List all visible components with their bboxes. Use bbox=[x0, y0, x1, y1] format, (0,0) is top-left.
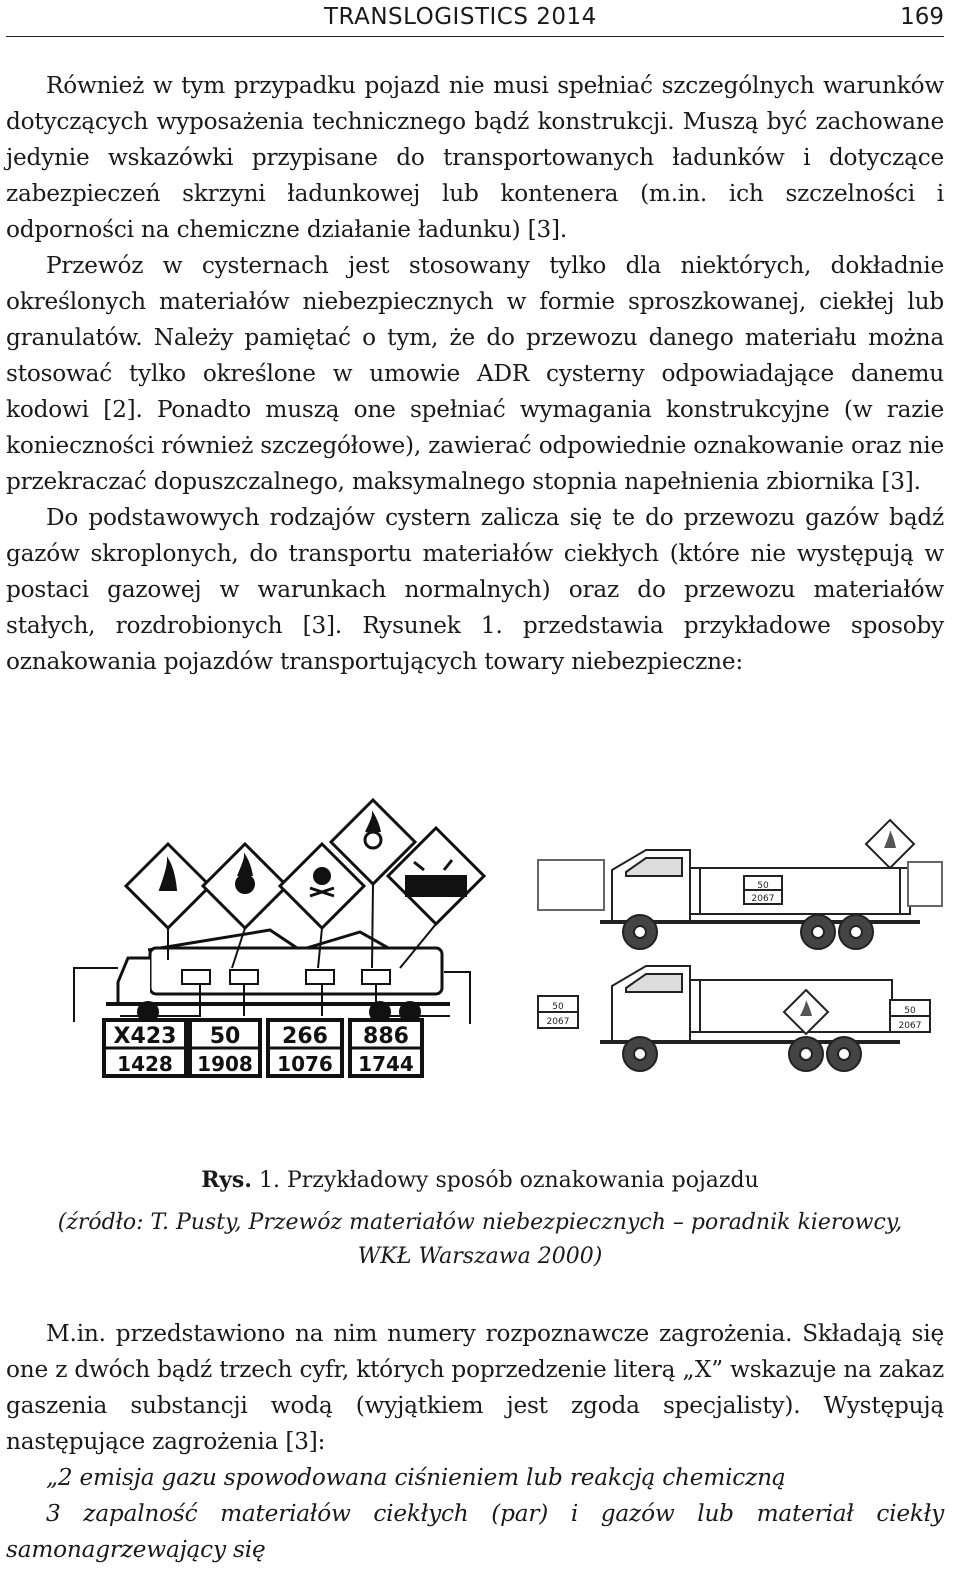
figure-illustration bbox=[0, 772, 960, 1132]
figure-source bbox=[0, 1206, 960, 1274]
plate-4-bottom: 1744 bbox=[358, 1052, 414, 1076]
caption-label: Rys. bbox=[201, 1167, 252, 1193]
plate-1-top: X423 bbox=[113, 1024, 177, 1049]
plate-3-bottom: 1076 bbox=[277, 1052, 333, 1076]
source-line-1: (źródło: T. Pusty, Przewóz materiałów niebezpiecznych – poradnik kierowcy, bbox=[57, 1210, 903, 1235]
plate-2-top: 50 bbox=[209, 1024, 241, 1049]
truck-side-view bbox=[538, 820, 942, 949]
tanker-illustration bbox=[74, 800, 484, 1024]
paragraph-2: Przewóz w cysternach jest stosowany tylko dla niektórych, dokładnie określonych materiałów niebezpiecznych w formie sproszkowanej, ciekłej lub granulatów. Należy pamiętać o tym, że do przewozu danego materiału można stosować tylko określone w umowie ADR cysterny odpowiadające danemu kodowi [2]. Ponadto muszą one spełniać wymagania konstrukcyjne (w razie konieczności również szczegółowe), zawierać odpowiednie oznakowanie oraz nie przekraczać dopuszczalnego, maksymalnego stopnia napełnienia zbiornika [3]. bbox=[6, 252, 944, 495]
truck-front-rear-view bbox=[538, 966, 930, 1071]
plate-2-bottom: 1908 bbox=[197, 1052, 253, 1076]
hazard-plates-row bbox=[104, 1020, 422, 1076]
body-text-top bbox=[6, 68, 944, 680]
plate-4-top: 886 bbox=[363, 1024, 409, 1049]
hazard-plate-4 bbox=[350, 1020, 422, 1076]
paragraph-3: Do podstawowych rodzajów cystern zalicza się te do przewozu gazów bądź gazów skroplonych, do transportu materiałów ciekłych (które nie występują w postaci gazowej w warunkach normalnych) oraz do przewozu materiałów stałych, rozdrobionych [3]. Rysunek 1. przedstawia przykładowe sposoby oznakowania pojazdów transportujących towary niebezpieczne: bbox=[6, 504, 944, 675]
journal-title: TRANSLOGISTICS 2014 bbox=[324, 4, 597, 30]
truck-plate-top: 50 bbox=[757, 881, 769, 891]
paragraph-1: Również w tym przypadku pojazd nie musi spełniać szczególnych warunków dotyczących wyposażenia technicznego bądź konstrukcji. Muszą być zachowane jedynie wskazówki przypisane do transportowanych ładunków i dotyczące zabezpieczeń skrzyni ładunkowej lub kontenera (m.in. ich szczelności i odporności na chemiczne działanie ładunku) [3]. bbox=[6, 72, 944, 243]
truck-diamond-icon bbox=[866, 820, 914, 868]
paragraph-4: M.in. przedstawiono na nim numery rozpoznawcze zagrożenia. Składają się one z dwóch bądź trzech cyfr, których poprzedzenie literą „X” wskazuje na zakaz gaszenia substancji wodą (wyjątkiem jest zgoda specjalisty). Występują następujące zagrożenia [3]: bbox=[6, 1320, 944, 1455]
rear-plate-bottom: 2067 bbox=[898, 1021, 922, 1031]
hazard-diamond-flame-1-icon bbox=[126, 844, 210, 928]
rear-plate-top: 50 bbox=[904, 1006, 916, 1016]
hazard-plate-3 bbox=[268, 1020, 342, 1076]
running-header bbox=[6, 2, 944, 37]
quote-line-2: 3 zapalność materiałów ciekłych (par) i gazów lub materiał ciekły samonagrzewający się bbox=[6, 1500, 944, 1563]
hazard-diamond-flame-2-icon bbox=[203, 844, 287, 928]
page-number: 169 bbox=[900, 4, 944, 30]
figure-vehicle-markings bbox=[0, 772, 960, 1132]
front-plate-top: 50 bbox=[552, 1002, 564, 1012]
hazard-plate-2 bbox=[190, 1020, 260, 1076]
hazard-plate-1 bbox=[104, 1020, 186, 1076]
front-plate-bottom: 2067 bbox=[546, 1017, 570, 1027]
plate-3-top: 266 bbox=[282, 1024, 328, 1049]
body-text-bottom bbox=[6, 1316, 944, 1460]
source-line-2: WKŁ Warszawa 2000) bbox=[357, 1244, 603, 1269]
truck-plate-bottom: 2067 bbox=[751, 894, 775, 904]
plate-1-bottom: 1428 bbox=[117, 1052, 173, 1076]
caption-text: 1. Przykładowy sposób oznakowania pojazdu bbox=[258, 1168, 759, 1193]
quote-line-1: „2 emisja gazu spowodowana ciśnieniem lub reakcją chemiczną bbox=[46, 1464, 786, 1491]
figure-caption bbox=[0, 1163, 960, 1198]
